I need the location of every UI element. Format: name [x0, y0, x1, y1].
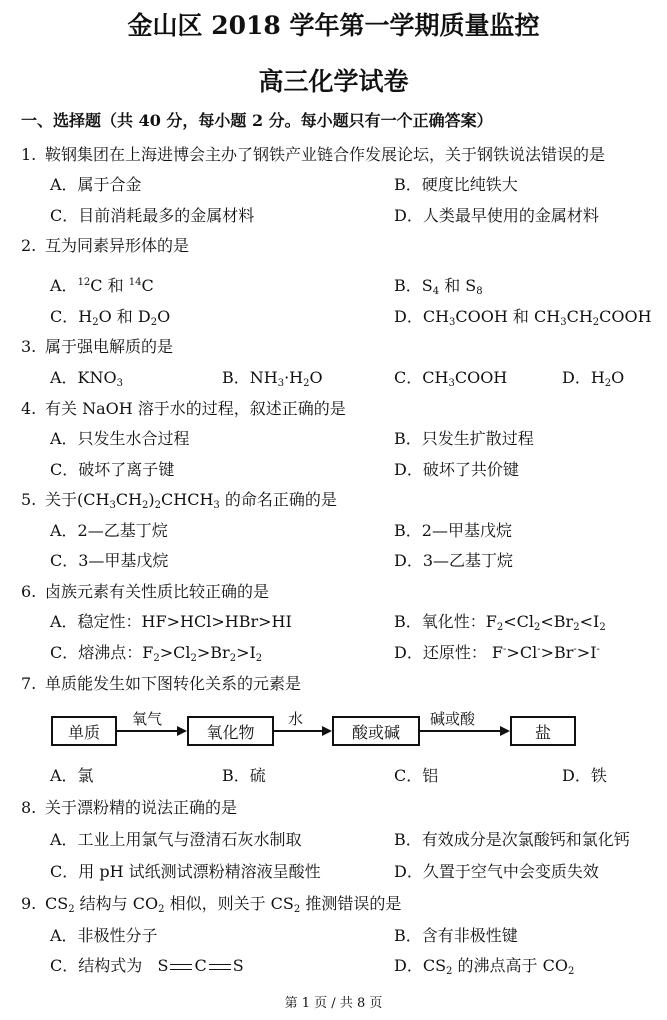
- q9-option-a: A．非极性分子: [50, 926, 158, 945]
- q8-option-a: A．工业上用氯气与澄清石灰水制取: [50, 830, 302, 849]
- q5-option-b: B．2—甲基戊烷: [394, 521, 512, 540]
- page-footer: 第 1 页 / 共 8 页: [284, 996, 383, 1011]
- question-2: 2. 互为同素异形体的是: [21, 236, 190, 255]
- q5-option-a: A．2—乙基丁烷: [50, 521, 168, 540]
- q5-option-c: C．3—甲基戊烷: [50, 551, 169, 570]
- q9-option-c: C．结构式为 S C S: [50, 956, 244, 975]
- q4-option-b: B．只发生扩散过程: [394, 429, 534, 448]
- q2-option-d: D．$CH_3COOH$ 和 $CH_3CH_2COOH$: [394, 307, 652, 328]
- question-7: 7. 单质能发生如下图转化关系的元素是: [21, 674, 302, 693]
- question-3: 3. 属于强电解质的是: [21, 337, 174, 356]
- q8-option-c: C．用 pH 试纸测试漂粉精溶液呈酸性: [50, 862, 321, 881]
- q7-option-a: A．氯: [50, 766, 94, 785]
- q1-option-b: B．硬度比纯铁大: [394, 175, 518, 194]
- q6-option-c: C．熔沸点：$F_2>Cl_2>Br_2>I_2$: [50, 643, 263, 664]
- q8-option-d: D．久置于空气中会变质失效: [394, 862, 599, 881]
- question-1: 1. 鞍钢集团在上海进博会主办了钢铁产业链合作发展论坛，关于钢铁说法错误的是: [21, 145, 606, 164]
- diagram-box-element: 单质: [51, 716, 117, 746]
- diagram-box-oxide: 氧化物: [187, 716, 274, 746]
- diagram-box-acid-base: 酸或碱: [332, 716, 420, 746]
- question-6: 6. 卤族元素有关性质比较正确的是: [21, 582, 270, 601]
- arrow-3-label: 碱或酸: [430, 710, 476, 728]
- exam-subtitle: 高三化学试卷: [258, 67, 409, 96]
- question-4: 4. 有关 NaOH 溶于水的过程，叙述正确的是: [21, 399, 346, 418]
- q6-option-b: B．氧化性：$F_2<Cl_2<Br_2<I_2$: [394, 612, 606, 633]
- question-8: 8. 关于漂粉精的说法正确的是: [21, 798, 238, 817]
- arrow-1: [117, 730, 177, 732]
- q3-option-a: A．$KNO_3$: [50, 368, 124, 389]
- question-5: 5. 关于$(CH_3CH_2)_2CHCH_3$ 的命名正确的是: [21, 490, 337, 511]
- exam-title: 金山区 2018 学年第一学期质量监控: [127, 11, 540, 40]
- arrow-3-head: [500, 726, 510, 736]
- q1-option-c: C．目前消耗最多的金属材料: [50, 206, 255, 225]
- question-9: 9. $CS_2$ 结构与 $CO_2$ 相似，则关于 $CS_2$ 推测错误的是: [21, 894, 402, 915]
- q7-option-b: B．硫: [222, 766, 266, 785]
- q4-option-a: A．只发生水合过程: [50, 429, 190, 448]
- q5-option-d: D．3—乙基丁烷: [394, 551, 514, 570]
- q7-option-c: C．铝: [394, 766, 439, 785]
- arrow-2-head: [322, 726, 332, 736]
- diagram-box-salt: 盐: [510, 716, 576, 746]
- q3-option-c: C．$CH_3COOH$: [394, 368, 508, 389]
- q2-option-c: C．$H_2O$ 和 $D_2O$: [50, 307, 171, 328]
- q8-option-b: B．有效成分是次氯酸钙和氯化钙: [394, 830, 630, 849]
- q3-option-d: D．$H_2O$: [562, 368, 625, 389]
- q6-option-d: D．还原性： F->Cl->Br->I-: [394, 643, 600, 662]
- arrow-1-label: 氧气: [132, 710, 163, 728]
- arrow-3: [420, 730, 500, 732]
- q1-option-d: D．人类最早使用的金属材料: [394, 206, 599, 225]
- q2-option-a: A．$^{12}$C 和 $^{14}$C: [50, 276, 154, 295]
- q1-option-a: A．属于合金: [50, 175, 142, 194]
- q3-option-b: B．$NH_3\cdot H_2O$: [222, 368, 323, 389]
- q7-option-d: D．铁: [562, 766, 607, 785]
- q4-option-c: C．破坏了离子键: [50, 460, 175, 479]
- q9-option-d: D．$CS_2$ 的沸点高于 $CO_2$: [394, 956, 575, 977]
- q6-option-a: A．稳定性：HF>HCl>HBr>HI: [50, 612, 292, 631]
- arrow-2-label: 水: [288, 710, 304, 728]
- q4-option-d: D．破坏了共价键: [394, 460, 519, 479]
- arrow-1-head: [177, 726, 187, 736]
- section-heading: 一、选择题（共 40 分，每小题 2 分。每小题只有一个正确答案）: [21, 111, 493, 130]
- arrow-2: [274, 730, 322, 732]
- q2-option-b: B．$S_4$ 和 $S_8$: [394, 276, 483, 297]
- q9-option-b: B．含有非极性键: [394, 926, 518, 945]
